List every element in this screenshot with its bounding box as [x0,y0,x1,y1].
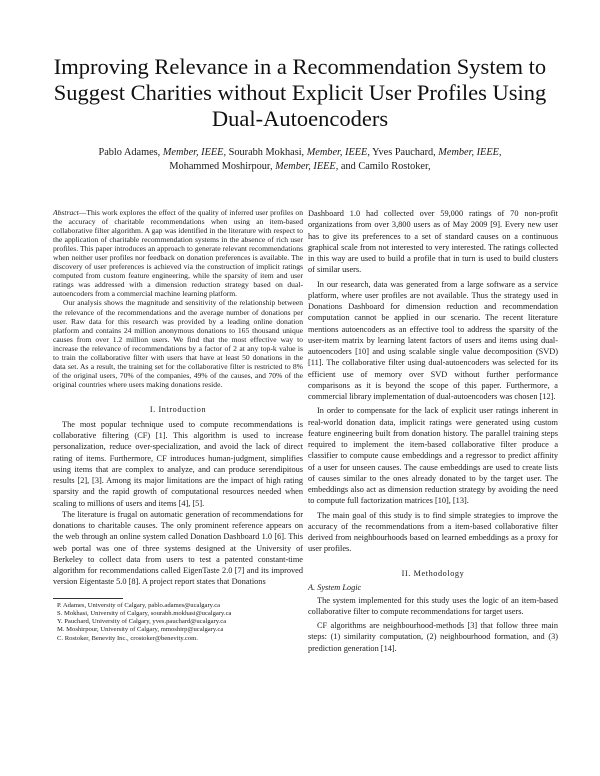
subsection-heading-system-logic: A. System Logic [308,582,362,592]
abstract-paragraph-1 [53,208,303,298]
body-paragraph: In our research, data was generated from a large software as a service platform, where user profiles are not available. Thus the strategy used in Donations Dashboard for dimension reduction and recommendation computation cannot be applied in our scenario. The recent literature mentions autoencoders as an effective tool to address the sparsity of the user-item matrix by learning latent factors of users and items using dual-autoencoders [10] and using scalable single value decomposition (SVD) [11]. The collaborative filter using dual-autoencoders was selected for its efficient use of memory over SVD without further performance comparisons as it is beyond the scope of this paper. Furthermore, a commercial library implementation of dual-autoencoders was chosen [12]. [308,279,558,401]
author-line-1 [40,146,560,160]
abstract-text-1: —This work explores the effect of the quality of inferred user profiles on the accuracy of charitable recommendations when using an item-based collaborative filter algorithm. A gap was identified in the literature with respect to the application of charitable recommendation systems in the absence of rich user profiles. This paper introduces an approach to generate relevant recommendations when neither user profiles nor feedback on donation preferences is available. The discovery of user preferences is achieved via the construction of implicit ratings computed from custom feature engineering, while the sparsity of item and user ratings was addressed with a dimension reduction strategy based on dual-autoencoders from a commercial machine learning platform. [53,208,303,299]
author-role: Member, IEEE, [306,147,370,158]
body-paragraph: The main goal of this study is to find simple strategies to improve the accuracy of the recommendations from a item-based collaborative filter derived from neighbourhoods based on learned embeddings as a proxy for user profiles. [308,510,558,554]
author-name: Sourabh Mokhasi, [228,147,305,158]
author-line-2 [40,160,560,174]
body-paragraph: CF algorithms are neighbourhood-methods [3] that follow three main steps: (1) similarity computation, (2) neighbourhood formation, and (3) prediction generation [14]. [308,621,558,653]
footnote-affiliation: P. Adames, University of Calgary, pablo.adames@ucalgary.ca [57,601,221,609]
body-paragraph: The system implemented for this study uses the logic of an item-based collaborative filter to compute recommendations for target users. [308,595,558,616]
author-name: and Camilo Rostoker, [340,160,431,172]
footnote-affiliation: Y. Pauchard, University of Calgary, yves.pauchard@ucalgary.ca [57,618,227,626]
footnote-affiliation: M. Moshirpour, University of Calgary, mmoshirp@ucalgary.ca [57,626,224,634]
body-paragraph: Dashboard 1.0 had collected over 59,000 ratings of 70 non-profit organizations from over 3,800 users as of May 2009 [9]. Every new user has to give its preferences to a set of standard causes on a continuous graphical scale from not interested to very interested. The ratings collected in this way are used to build a profile that in turn is used to build clusters of similar users. [308,209,558,275]
abstract-paragraph-2: Our analysis shows the magnitude and sensitivity of the relationship between the relevance of the recommendations and the average number of donations per user. Raw data for this research was provided by a leading online donation platform and contains 24 million anonymous donations to 165 thousand unique causes from over 1.2 million users. We find that the most effective way to increase the relevance of recommendations by a factor of 2 at any top-k value is to train the collaborative filter with users that have at least 50 donations in the data set. As a result, the training set for the collaborative filter is restricted to 8% of the original users, 70% of the companies, 49% of the causes, and 70% of the original countries where users making donations reside. [53,298,303,389]
section-heading-introduction: I. Introduction [149,404,207,414]
abstract-label: Abstract [53,208,79,217]
footnote-affiliation: S. Mokhasi, University of Calgary, sourabh.mokhasi@ucalgary.ca [57,609,232,617]
footnote-affiliation: C. Rostoker, Benevity Inc., crostoker@benevity.com. [57,634,198,642]
author-name: Pablo Adames, [98,147,161,158]
author-role: Member, IEEE, [162,147,227,158]
paper-title: Improving Relevance in a Recommendation System to Suggest Charities without Explicit User Profiles Using Dual-Autoencoders [53,54,547,131]
author-role: Member, IEEE, [438,147,502,158]
body-paragraph: In order to compensate for the lack of explicit user ratings inherent in real-world donation data, implicit ratings were generated using custom feature engineering built from donation history. The parallel training steps required to implement the item-based collaborative filter produce a classifier to compute cause embeddings and a regressor to predict affinity of a user for unseen causes. The cause embeddings are used to create lists of causes similar to the ones already donated to by the target user. The embeddings also act as dimension reduction strategy by avoiding the need to compute full factorization matrices [10], [13]. [308,406,558,506]
right-column [308,208,558,654]
intro-paragraph-2: The literature is frugal on automatic generation of recommendations for donations to charitable causes. The only prominent reference appears on the web through an online system called Donation Dashboard 1.0 [6]. This web portal was one of three systems designed at the University of Berkeley to collect data from users to test a patented constant-time algorithm for recommendations called EigenTaste 2.0 [7] and its improved version Eigentaste 5.0 [8]. A project report states that Donations [53,509,303,587]
intro-paragraph-1: The most popular technique used to compute recommendations is collaborative filtering (CF) [1]. This algorithm is used to increase personalization, reduce over-specialization, and avoid the lack of direct rating of items. Furthermore, CF introduces human-judgment, simplifies using items that are complex to analyze, and can produce serendipitous results [2], [3]. Among its major limitations are the impact of high rating sparsity and the rapid growth of computational resources needed when scaling to millions of users and items [4], [5]. [53,419,303,508]
author-list [40,146,560,173]
left-column [53,208,303,643]
author-role: Member, IEEE, [275,160,339,172]
section-heading-methodology: II. Methodology [401,568,465,578]
author-name: Yves Pauchard, [372,147,436,158]
author-name: Mohammed Moshirpour, [169,160,273,172]
